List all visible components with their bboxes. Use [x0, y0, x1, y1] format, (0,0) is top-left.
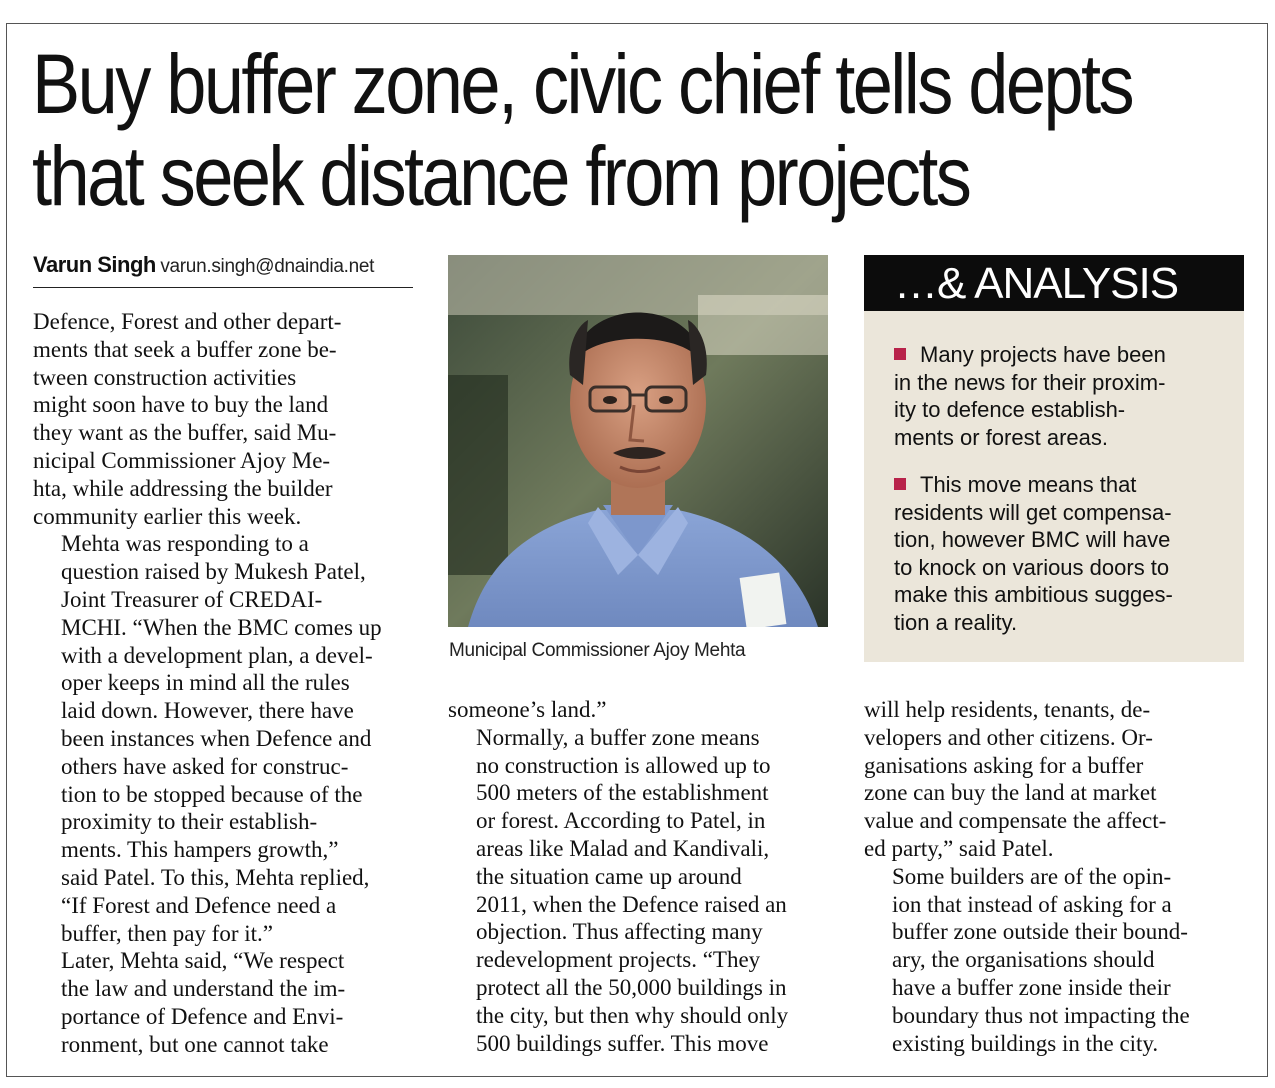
text-line: make this ambitious sugges- [894, 582, 1173, 607]
paragraph [33, 947, 418, 1058]
text-line: no construction is allowed up to [476, 752, 771, 778]
paragraph [448, 696, 838, 724]
text-line: community earlier this week. [33, 503, 302, 529]
text-line: Mehta was responding to a [61, 531, 309, 557]
text-line: velopers and other citizens. Or- [864, 724, 1153, 750]
text-line: ary, the organisations should [892, 947, 1155, 973]
analysis-box [864, 311, 1244, 662]
text-line: redevelopment projects. “They [476, 947, 761, 973]
text-line: others have asked for construc- [61, 753, 349, 779]
portrait-photo [448, 255, 828, 627]
text-line: ed party,” said Patel. [864, 835, 1054, 861]
article-column-1 [33, 308, 418, 1059]
text-line: existing buildings in the city. [892, 1030, 1159, 1056]
text-line: Joint Treasurer of CREDAI- [61, 586, 323, 612]
text-line: been instances when Defence and [61, 725, 372, 751]
text-line: 500 buildings suffer. This move [476, 1030, 769, 1056]
headline [32, 37, 1133, 223]
text-line: “If Forest and Defence need a [61, 892, 337, 918]
text-line: with a development plan, a devel- [61, 642, 373, 668]
byline-email[interactable]: varun.singh@dnaindia.net [160, 256, 375, 277]
text-line: MCHI. “When the BMC comes up [61, 614, 382, 640]
text-line: in the news for their proxim- [894, 369, 1166, 395]
text-line: buffer, then pay for it.” [61, 920, 273, 946]
paragraph [448, 724, 838, 1058]
article-column-3 [864, 696, 1244, 1057]
analysis-heading: …& ANALYSIS [864, 255, 1244, 311]
square-bullet-icon [894, 348, 906, 360]
text-line: will help residents, tenants, de- [864, 697, 1151, 722]
text-line: tion a reality. [894, 609, 1018, 635]
text-line: the law and understand the im- [61, 976, 346, 1002]
text-line: This move means that [920, 472, 1137, 497]
text-line: Later, Mehta said, “We respect [61, 948, 345, 974]
text-line: question raised by Mukesh Patel, [61, 559, 366, 585]
text-line: tion to be stopped because of the [61, 781, 363, 807]
text-line: tion, however BMC will have [894, 527, 1171, 552]
text-line: objection. Thus affecting many [476, 919, 763, 945]
text-line: ity to defence establish- [894, 397, 1126, 422]
analysis-point-1 [894, 341, 1224, 451]
text-line: have a buffer zone inside their [892, 974, 1171, 1000]
text-line: ion that instead of asking for a [892, 891, 1172, 917]
text-line: Defence, Forest and other depart- [33, 309, 342, 334]
headline-line-1: Buy buffer zone, civic chief tells depts [32, 37, 1133, 131]
text-line: to knock on various doors to [894, 554, 1170, 580]
text-line: portance of Defence and Envi- [61, 1003, 344, 1029]
text-line: someone’s land.” [448, 697, 607, 722]
text-line: areas like Malad and Kandivali, [476, 835, 770, 861]
text-line: value and compensate the affect- [864, 808, 1167, 834]
text-line: residents will get compensa- [894, 499, 1172, 525]
text-line: said Patel. To this, Mehta replied, [61, 864, 370, 890]
text-line: laid down. However, there have [61, 698, 354, 724]
text-line: ments. This hampers growth,” [61, 837, 339, 863]
text-line: ronment, but one cannot take [61, 1031, 329, 1057]
text-line: ments that seek a buffer zone be- [33, 336, 337, 362]
text-line: the city, but then why should only [476, 1002, 789, 1028]
headline-line-2: that seek distance from projects [32, 129, 970, 223]
text-line: ganisations asking for a buffer [864, 752, 1144, 778]
paragraph [33, 308, 418, 530]
text-line: Many projects have been [920, 342, 1166, 367]
text-line: tween construction activities [33, 364, 297, 390]
text-line: nicipal Commissioner Ajoy Me- [33, 447, 331, 473]
text-line: the situation came up around [476, 863, 742, 889]
text-line: 500 meters of the establishment [476, 780, 769, 806]
portrait-illustration [448, 255, 828, 627]
text-line: they want as the buffer, said Mu- [33, 420, 337, 446]
text-line: boundary thus not impacting the [892, 1002, 1190, 1028]
text-line: proximity to their establish- [61, 809, 318, 835]
text-line: buffer zone outside their bound- [892, 919, 1188, 945]
text-line: 2011, when the Defence raised an [476, 891, 787, 917]
text-line: might soon have to buy the land [33, 392, 329, 418]
paragraph [864, 696, 1244, 863]
text-line: or forest. According to Patel, in [476, 808, 766, 834]
text-line: ments or forest areas. [894, 424, 1108, 450]
analysis-point-text [894, 342, 1224, 451]
text-line: oper keeps in mind all the rules [61, 670, 350, 696]
square-bullet-icon [894, 478, 906, 490]
paragraph [864, 863, 1244, 1058]
article-column-2 [448, 696, 838, 1057]
analysis-point-2 [894, 471, 1224, 636]
byline-author: Varun Singh [33, 252, 156, 277]
paragraph [33, 530, 418, 947]
text-line: protect all the 50,000 buildings in [476, 974, 787, 1000]
analysis-point-text [894, 472, 1224, 636]
text-line: zone can buy the land at market [864, 780, 1157, 806]
text-line: hta, while addressing the builder [33, 475, 333, 501]
photo-caption: Municipal Commissioner Ajoy Mehta [449, 640, 746, 661]
text-line: Normally, a buffer zone means [476, 724, 760, 750]
byline [33, 252, 413, 288]
text-line: Some builders are of the opin- [892, 863, 1172, 889]
